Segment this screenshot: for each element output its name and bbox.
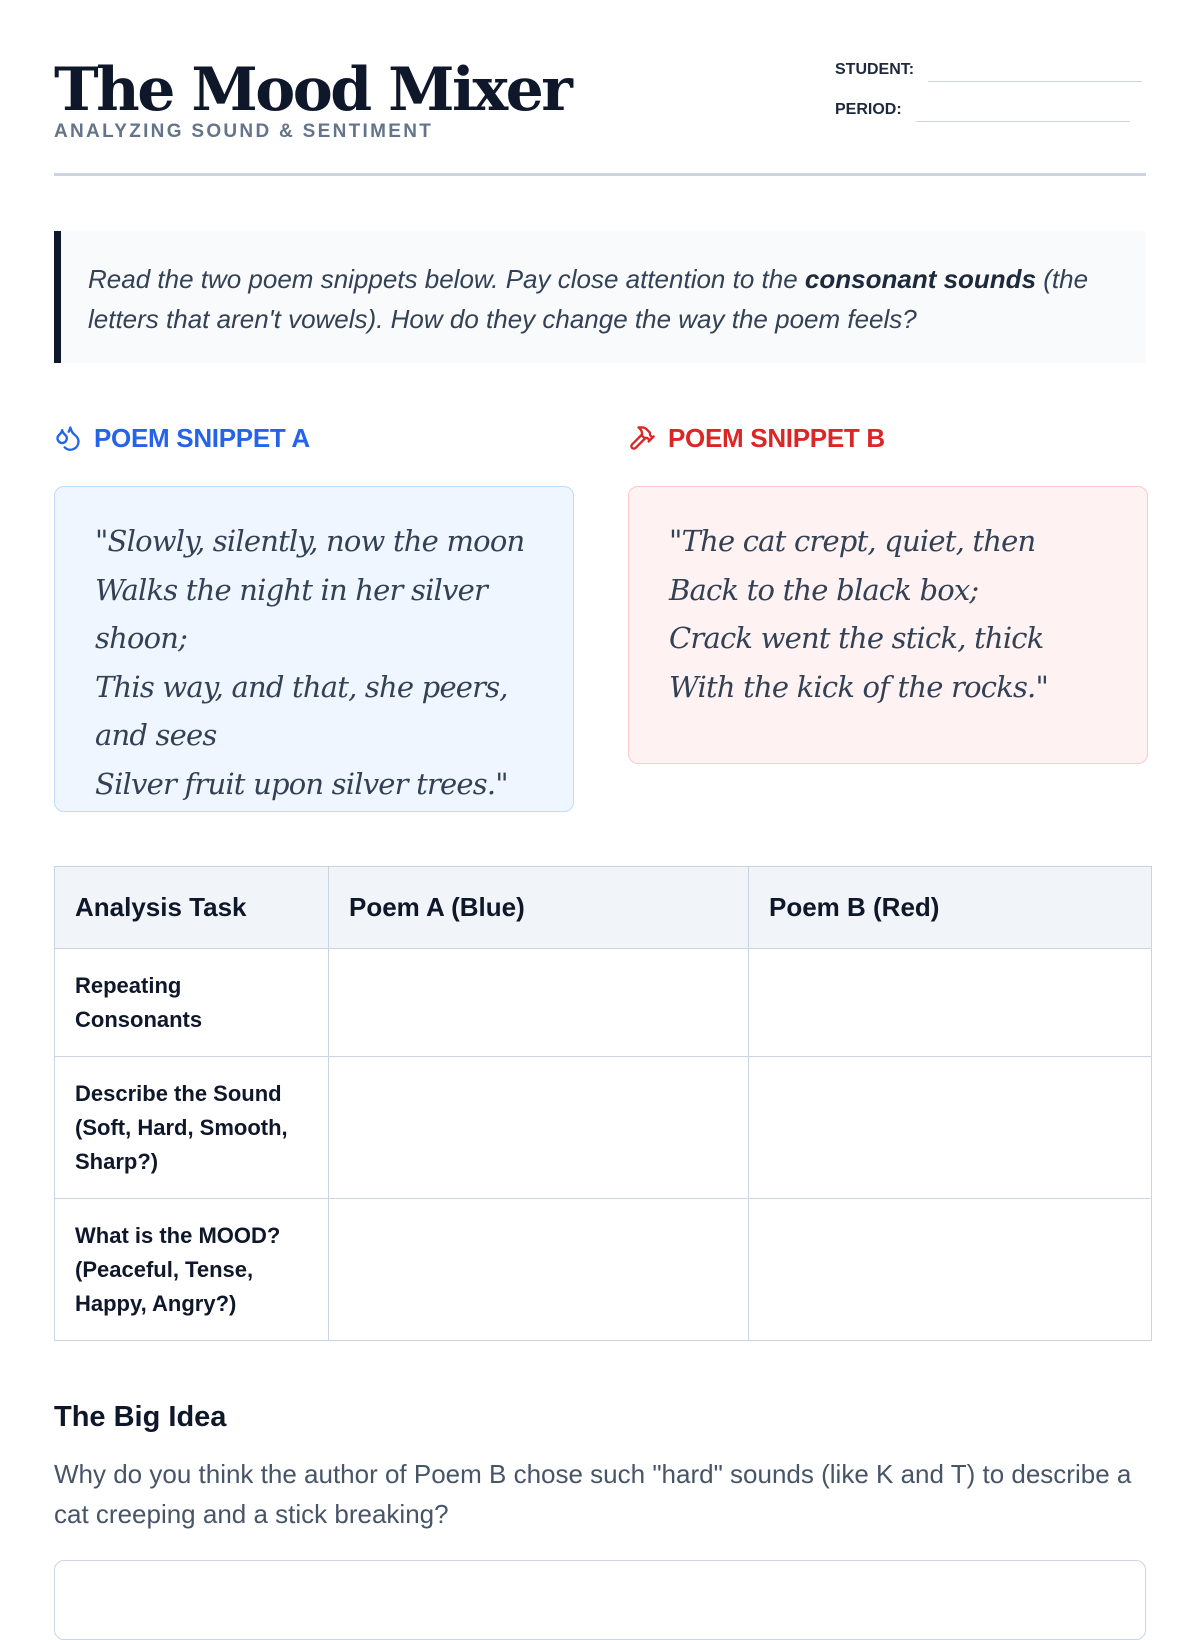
period-line[interactable] <box>916 121 1130 122</box>
period-label: PERIOD: <box>835 101 902 118</box>
poem-b-box <box>628 486 1148 764</box>
page-title: The Mood Mixer <box>54 55 571 125</box>
instructions-text-after: (the letters that aren't vowels). How do they change the way the poem feels? <box>88 264 1089 334</box>
poem-b-line: "The cat crept, quiet, then <box>669 524 1036 558</box>
poem-a-heading-label: POEM SNIPPET A <box>94 422 310 453</box>
analysis-table <box>54 866 1152 1341</box>
page-subtitle: ANALYZING SOUND & SENTIMENT <box>54 121 434 142</box>
poem-a-answer-cell[interactable] <box>329 1057 749 1199</box>
table-row <box>55 1057 1152 1199</box>
poem-b-line: Crack went the stick, thick <box>669 621 1044 655</box>
droplets-icon <box>54 424 82 452</box>
poem-b-heading-label: POEM SNIPPET B <box>668 422 885 453</box>
table-row <box>55 949 1152 1057</box>
big-idea-question: Why do you think the author of Poem B chose such "hard" sounds (like K and T) to describe a cat creeping and a stick breaking? <box>54 1459 1132 1529</box>
task-cell: What is the MOOD? (Peaceful, Tense, Happy, Angry?) <box>55 1199 329 1341</box>
task-cell: Describe the Sound (Soft, Hard, Smooth, Sharp?) <box>55 1057 329 1199</box>
poem-a-line: Walks the night in her silver shoon; <box>95 572 488 655</box>
poem-a-answer-cell[interactable] <box>329 949 749 1057</box>
poem-b-answer-cell[interactable] <box>749 1199 1152 1341</box>
period-field <box>835 96 1130 120</box>
column-header-poem-a: Poem A (Blue) <box>329 867 749 949</box>
poem-a-line: Silver fruit upon silver trees." <box>95 766 508 801</box>
instructions-text-before: Read the two poem snippets below. Pay close attention to the <box>88 264 805 294</box>
poem-a-line: "Slowly, silently, now the moon <box>95 524 525 558</box>
poem-a-heading <box>54 420 310 456</box>
poem-b-answer-cell[interactable] <box>749 1057 1152 1199</box>
worksheet-header <box>54 0 1146 176</box>
table-row <box>55 1199 1152 1341</box>
column-header-task: Analysis Task <box>55 867 329 949</box>
instructions-emphasis: consonant sounds <box>804 264 1037 294</box>
column-header-poem-b: Poem B (Red) <box>749 867 1152 949</box>
poem-b-heading <box>628 420 885 456</box>
poem-a-box <box>54 486 574 812</box>
instructions-callout <box>54 231 1146 363</box>
hammer-icon <box>628 424 656 452</box>
poem-b-line: With the kick of the rocks." <box>669 669 1049 704</box>
table-header-row <box>55 867 1152 949</box>
student-label: STUDENT: <box>835 61 915 78</box>
big-idea-title: The Big Idea <box>54 1401 227 1433</box>
task-cell: Repeating Consonants <box>55 949 329 1057</box>
poem-b-answer-cell[interactable] <box>749 949 1152 1057</box>
student-name-line[interactable] <box>928 81 1142 82</box>
poem-b-line: Back to the black box; <box>669 572 979 607</box>
big-idea-answer-box[interactable] <box>54 1560 1146 1640</box>
student-field <box>835 56 1142 80</box>
poem-a-answer-cell[interactable] <box>329 1199 749 1341</box>
poem-a-line: This way, and that, she peers, and sees <box>95 669 508 752</box>
